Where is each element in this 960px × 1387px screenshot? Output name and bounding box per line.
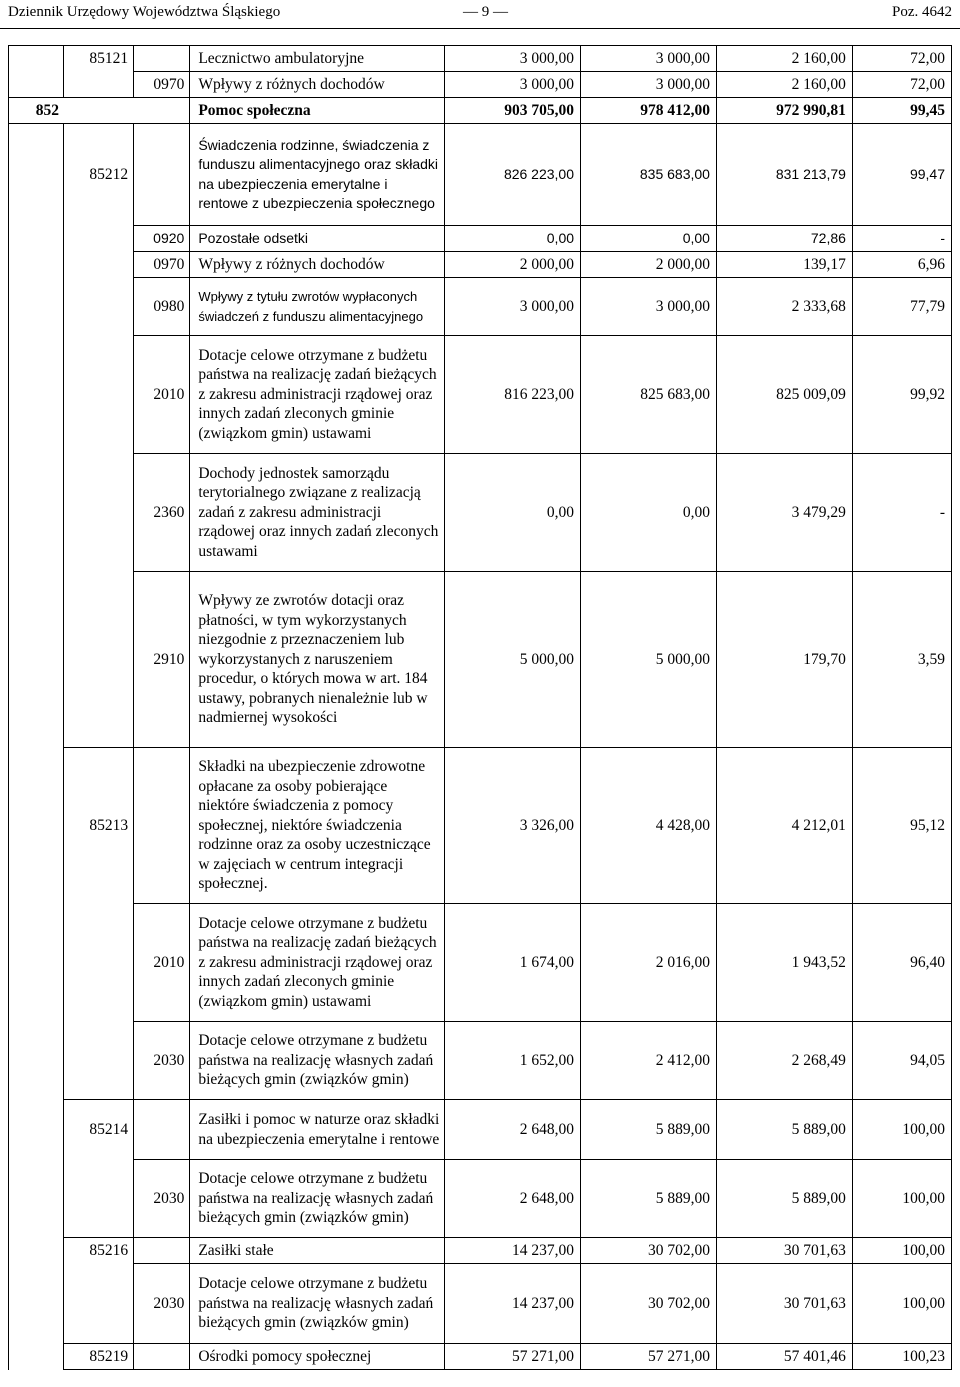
description: Wpływy z różnych dochodów xyxy=(190,252,445,278)
paragraph-code: 2910 xyxy=(134,572,190,748)
description: Świadczenia rodzinne, świadczenia z funduszu alimentacyjnego oraz składki na ubezpieczenia emerytalne i rentowe z ubezpieczenia społecznego xyxy=(190,124,445,226)
percent-executed: 95,12 xyxy=(852,748,951,904)
description: Pozostałe odsetki xyxy=(190,226,445,252)
amended-plan-value: 30 702,00 xyxy=(581,1238,717,1264)
amended-plan-value: 0,00 xyxy=(581,454,717,572)
paragraph-code xyxy=(134,1238,190,1264)
amended-plan-value: 5 000,00 xyxy=(581,572,717,748)
table-row xyxy=(9,1022,952,1100)
percent-executed: 100,23 xyxy=(852,1344,951,1370)
executed-value: 2 268,49 xyxy=(716,1022,852,1100)
position-number: Poz. 4642 xyxy=(892,4,952,20)
amended-plan-value: 57 271,00 xyxy=(581,1344,717,1370)
chapter-code xyxy=(64,904,134,1022)
amended-plan-value: 5 889,00 xyxy=(581,1100,717,1160)
description: Wpływy ze zwrotów dotacji oraz płatności, w tym wykorzystanych niezgodnie z przeznaczeniem lub wykorzystanych z naruszeniem procedur, o których mowa w art. 184 ustawy, pobranych nienależnie lub w nadmiernej wysokości xyxy=(190,572,445,748)
section-code xyxy=(9,46,64,72)
paragraph-code: 2010 xyxy=(134,336,190,454)
amended-plan-value: 2 000,00 xyxy=(581,252,717,278)
plan-value: 5 000,00 xyxy=(445,572,581,748)
section-code xyxy=(9,1238,64,1264)
table-row xyxy=(9,1160,952,1238)
description: Dotacje celowe otrzymane z budżetu państwa na realizację własnych zadań bieżących gmin (związków gmin) xyxy=(190,1264,445,1344)
amended-plan-value: 2 412,00 xyxy=(581,1022,717,1100)
section-code xyxy=(9,1100,64,1160)
table-row xyxy=(9,72,952,98)
plan-value: 0,00 xyxy=(445,226,581,252)
paragraph-code xyxy=(134,124,190,226)
plan-value: 3 326,00 xyxy=(445,748,581,904)
executed-value: 825 009,09 xyxy=(716,336,852,454)
percent-executed: 77,79 xyxy=(852,278,951,336)
executed-value: 5 889,00 xyxy=(716,1160,852,1238)
journal-title: Dziennik Urzędowy Województwa Śląskiego xyxy=(8,4,281,20)
section-code xyxy=(9,278,64,336)
chapter-code: 85213 xyxy=(64,748,134,904)
executed-value: 831 213,79 xyxy=(716,124,852,226)
table-row xyxy=(9,748,952,904)
section-code xyxy=(9,572,64,748)
section-code xyxy=(9,748,64,904)
percent-executed: - xyxy=(852,454,951,572)
plan-value: 14 237,00 xyxy=(445,1264,581,1344)
section-code xyxy=(9,904,64,1022)
amended-plan-value: 30 702,00 xyxy=(581,1264,717,1344)
paragraph-code: 2010 xyxy=(134,904,190,1022)
chapter-code xyxy=(64,1264,134,1344)
percent-executed: 3,59 xyxy=(852,572,951,748)
amended-plan-value: 5 889,00 xyxy=(581,1160,717,1238)
table-row xyxy=(9,572,952,748)
plan-value: 1 674,00 xyxy=(445,904,581,1022)
paragraph-code xyxy=(134,46,190,72)
percent-executed: 94,05 xyxy=(852,1022,951,1100)
chapter-code: 85121 xyxy=(64,46,134,72)
description: Składki na ubezpieczenie zdrowotne opłacane za osoby pobierające niektóre świadczenia z pomocy społecznej, niektóre świadczenia rodzinne oraz za osoby uczestniczące w zajęciach w centrum integracji społecznej. xyxy=(190,748,445,904)
percent-executed: - xyxy=(852,226,951,252)
amended-plan-value: 0,00 xyxy=(581,226,717,252)
paragraph-code: 0970 xyxy=(134,252,190,278)
percent-executed: 100,00 xyxy=(852,1100,951,1160)
chapter-code xyxy=(64,572,134,748)
description: Wpływy z tytułu zwrotów wypłaconych świadczeń z funduszu alimentacyjnego xyxy=(190,278,445,336)
table-row xyxy=(9,252,952,278)
percent-executed: 99,45 xyxy=(852,98,951,124)
section-code xyxy=(9,336,64,454)
section-code xyxy=(9,1344,64,1370)
chapter-code xyxy=(64,226,134,252)
description: Wpływy z różnych dochodów xyxy=(190,72,445,98)
table-row xyxy=(9,226,952,252)
executed-value: 30 701,63 xyxy=(716,1238,852,1264)
section-code xyxy=(9,252,64,278)
plan-value: 826 223,00 xyxy=(445,124,581,226)
chapter-code: 85219 xyxy=(64,1344,134,1370)
executed-value: 72,86 xyxy=(716,226,852,252)
plan-value: 816 223,00 xyxy=(445,336,581,454)
percent-executed: 96,40 xyxy=(852,904,951,1022)
percent-executed: 72,00 xyxy=(852,46,951,72)
description: Dotacje celowe otrzymane z budżetu państwa na realizację własnych zadań bieżących gmin (związków gmin) xyxy=(190,1160,445,1238)
executed-value: 5 889,00 xyxy=(716,1100,852,1160)
paragraph-code: 2360 xyxy=(134,454,190,572)
percent-executed: 72,00 xyxy=(852,72,951,98)
paragraph-code xyxy=(134,1100,190,1160)
plan-value: 3 000,00 xyxy=(445,46,581,72)
chapter-code: 85216 xyxy=(64,1238,134,1264)
description: Dotacje celowe otrzymane z budżetu państwa na realizację zadań bieżących z zakresu administracji rządowej oraz innych zadań zleconych gminie (związkom gmin) ustawami xyxy=(190,336,445,454)
paragraph-code: 2030 xyxy=(134,1022,190,1100)
chapter-code xyxy=(64,98,134,124)
executed-value: 179,70 xyxy=(716,572,852,748)
description: Dotacje celowe otrzymane z budżetu państwa na realizację własnych zadań bieżących gmin (związków gmin) xyxy=(190,1022,445,1100)
section-code xyxy=(9,226,64,252)
budget-table xyxy=(8,45,952,1370)
plan-value: 57 271,00 xyxy=(445,1344,581,1370)
chapter-code xyxy=(64,1022,134,1100)
chapter-code xyxy=(64,1160,134,1238)
paragraph-code xyxy=(134,1344,190,1370)
executed-value: 57 401,46 xyxy=(716,1344,852,1370)
section-code xyxy=(9,454,64,572)
executed-value: 2 333,68 xyxy=(716,278,852,336)
amended-plan-value: 4 428,00 xyxy=(581,748,717,904)
paragraph-code xyxy=(134,748,190,904)
description: Dochody jednostek samorządu terytorialnego związane z realizacją zadań z zakresu administracji rządowej oraz innych zadań zleconych ustawami xyxy=(190,454,445,572)
plan-value: 903 705,00 xyxy=(445,98,581,124)
table-row xyxy=(9,1100,952,1160)
executed-value: 2 160,00 xyxy=(716,72,852,98)
chapter-code xyxy=(64,278,134,336)
executed-value: 1 943,52 xyxy=(716,904,852,1022)
chapter-code: 85214 xyxy=(64,1100,134,1160)
plan-value: 0,00 xyxy=(445,454,581,572)
plan-value: 1 652,00 xyxy=(445,1022,581,1100)
plan-value: 3 000,00 xyxy=(445,72,581,98)
plan-value: 2 000,00 xyxy=(445,252,581,278)
plan-value: 2 648,00 xyxy=(445,1160,581,1238)
description: Pomoc społeczna xyxy=(190,98,445,124)
percent-executed: 6,96 xyxy=(852,252,951,278)
amended-plan-value: 835 683,00 xyxy=(581,124,717,226)
page-header xyxy=(0,0,960,29)
executed-value: 4 212,01 xyxy=(716,748,852,904)
percent-executed: 100,00 xyxy=(852,1264,951,1344)
paragraph-code: 2030 xyxy=(134,1160,190,1238)
chapter-code xyxy=(64,72,134,98)
table-row xyxy=(9,124,952,226)
percent-executed: 99,47 xyxy=(852,124,951,226)
chapter-code xyxy=(64,336,134,454)
table-row xyxy=(9,336,952,454)
paragraph-code: 0920 xyxy=(134,226,190,252)
chapter-code xyxy=(64,252,134,278)
plan-value: 3 000,00 xyxy=(445,278,581,336)
table-row xyxy=(9,1238,952,1264)
percent-executed: 100,00 xyxy=(852,1160,951,1238)
description: Zasiłki stałe xyxy=(190,1238,445,1264)
description: Dotacje celowe otrzymane z budżetu państwa na realizację zadań bieżących z zakresu administracji rządowej oraz innych zadań zleconych gminie (związkom gmin) ustawami xyxy=(190,904,445,1022)
amended-plan-value: 825 683,00 xyxy=(581,336,717,454)
description: Ośrodki pomocy społecznej xyxy=(190,1344,445,1370)
amended-plan-value: 978 412,00 xyxy=(581,98,717,124)
paragraph-code: 0980 xyxy=(134,278,190,336)
section-code xyxy=(9,124,64,226)
description: Lecznictwo ambulatoryjne xyxy=(190,46,445,72)
paragraph-code: 2030 xyxy=(134,1264,190,1344)
section-code xyxy=(9,1160,64,1238)
amended-plan-value: 3 000,00 xyxy=(581,278,717,336)
section-code xyxy=(9,1264,64,1344)
amended-plan-value: 2 016,00 xyxy=(581,904,717,1022)
executed-value: 972 990,81 xyxy=(716,98,852,124)
chapter-code: 85212 xyxy=(64,124,134,226)
amended-plan-value: 3 000,00 xyxy=(581,46,717,72)
table-row xyxy=(9,46,952,72)
description: Zasiłki i pomoc w naturze oraz składki na ubezpieczenia emerytalne i rentowe xyxy=(190,1100,445,1160)
table-row xyxy=(9,904,952,1022)
executed-value: 3 479,29 xyxy=(716,454,852,572)
percent-executed: 100,00 xyxy=(852,1238,951,1264)
paragraph-code xyxy=(134,98,190,124)
executed-value: 139,17 xyxy=(716,252,852,278)
table-row xyxy=(9,278,952,336)
table-row xyxy=(9,1344,952,1370)
section-code xyxy=(9,1022,64,1100)
section-code: 852 xyxy=(9,98,64,124)
page-number: — 9 — xyxy=(463,4,508,20)
amended-plan-value: 3 000,00 xyxy=(581,72,717,98)
executed-value: 2 160,00 xyxy=(716,46,852,72)
executed-value: 30 701,63 xyxy=(716,1264,852,1344)
paragraph-code: 0970 xyxy=(134,72,190,98)
table-row xyxy=(9,98,952,124)
section-code xyxy=(9,72,64,98)
plan-value: 2 648,00 xyxy=(445,1100,581,1160)
percent-executed: 99,92 xyxy=(852,336,951,454)
plan-value: 14 237,00 xyxy=(445,1238,581,1264)
table-row xyxy=(9,1264,952,1344)
table-row xyxy=(9,454,952,572)
chapter-code xyxy=(64,454,134,572)
